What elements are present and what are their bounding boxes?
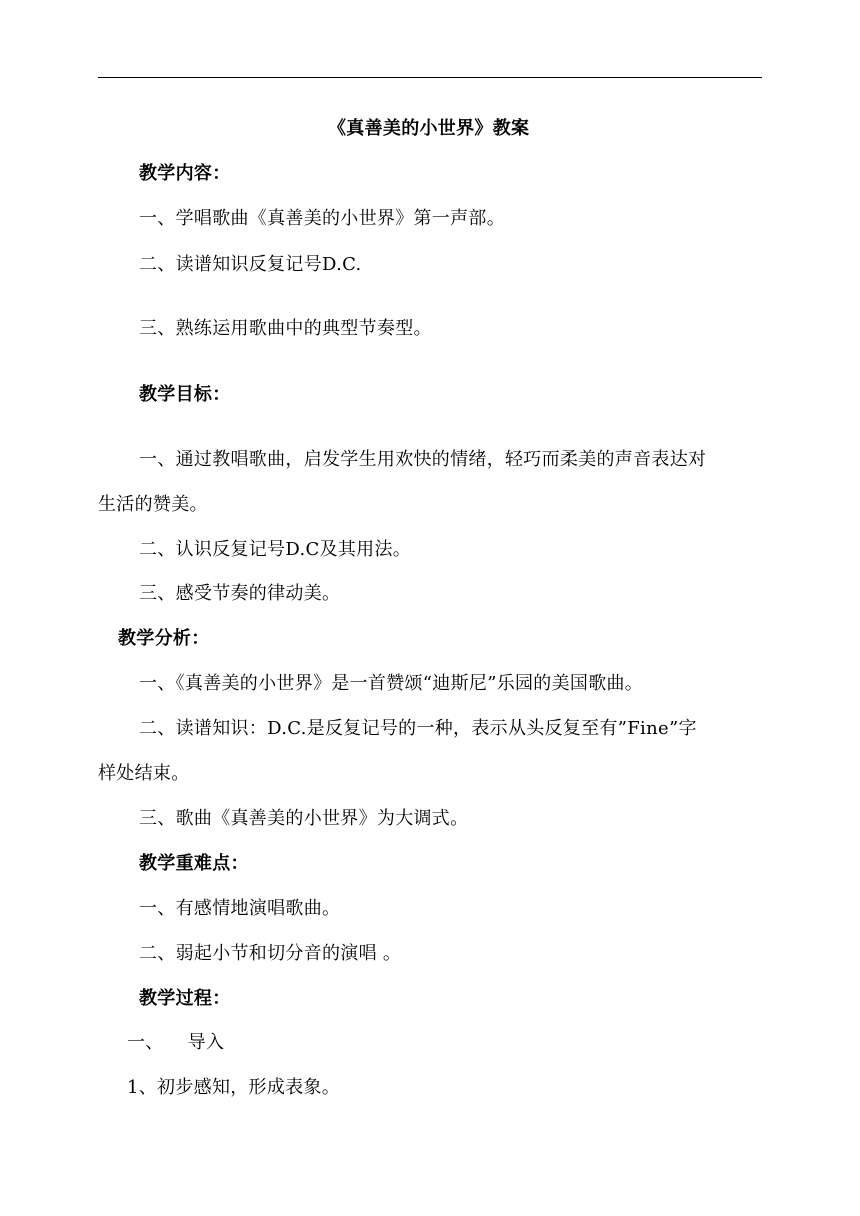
content-item-1: 一、学唱歌曲《真善美的小世界》第一声部。: [139, 208, 505, 229]
analysis-item-2-line-2: 样处结束。: [98, 763, 190, 784]
process-item-1-1: 1、初步感知，形成表象。: [127, 1077, 341, 1098]
analysis-heading: 教学分析：: [118, 628, 210, 649]
goals-item-1-line-1: 一、通过教唱歌曲，启发学生用欢快的情绪，轻巧而柔美的声音表达对: [139, 449, 707, 470]
goals-heading: 教学目标：: [139, 384, 231, 405]
key-points-item-2: 二、弱起小节和切分音的演唱 。: [139, 943, 402, 964]
key-points-item-1: 一、有感情地演唱歌曲。: [139, 898, 341, 919]
document-title: 《真善美的小世界》教案: [328, 118, 530, 139]
goals-item-1-line-2: 生活的赞美。: [98, 494, 208, 515]
goals-item-2: 二、认识反复记号D.C及其用法。: [139, 539, 412, 560]
process-item-1: 一、 导入: [127, 1032, 225, 1053]
analysis-item-3: 三、歌曲《真善美的小世界》为大调式。: [139, 808, 469, 829]
header-rule: [98, 77, 762, 78]
content-heading: 教学内容：: [139, 163, 231, 184]
process-heading: 教学过程：: [139, 988, 231, 1009]
key-points-heading: 教学重难点：: [139, 853, 249, 874]
analysis-item-2-line-1: 二、读谱知识：D.C.是反复记号的一种，表示从头反复至有”Fine”字: [139, 718, 697, 739]
analysis-item-1: 一、《真善美的小世界》是一首赞颂“迪斯尼”乐园的美国歌曲。: [139, 673, 644, 694]
content-item-3: 三、熟练运用歌曲中的典型节奏型。: [139, 318, 432, 339]
goals-item-3: 三、感受节奏的律动美。: [139, 583, 341, 604]
content-item-2: 二、读谱知识反复记号D.C.: [139, 254, 362, 275]
